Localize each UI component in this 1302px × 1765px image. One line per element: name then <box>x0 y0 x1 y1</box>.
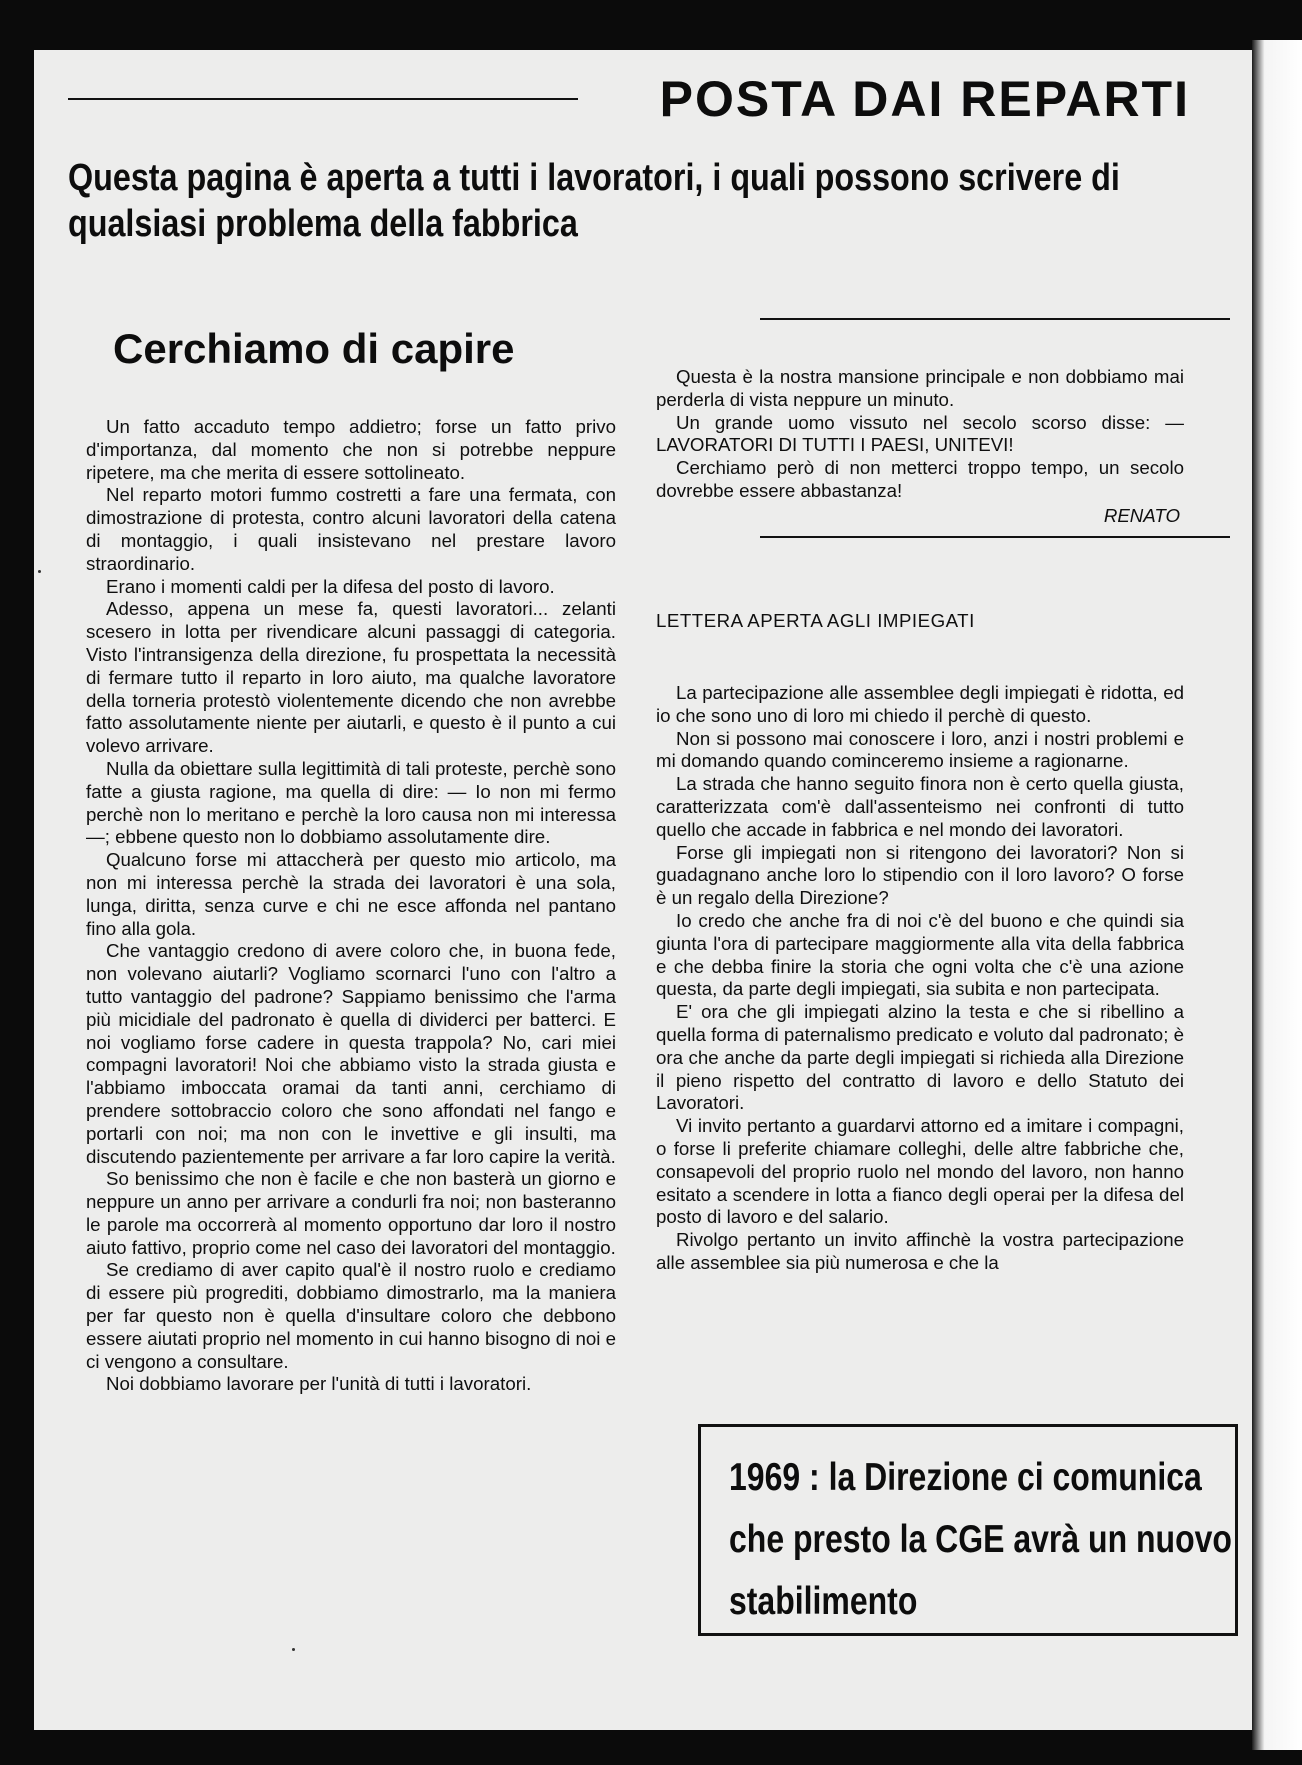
article-body <box>86 416 616 1396</box>
letter-paragraph: Vi invito pertanto a guardarvi attorno ed a imitare i compagni, o forse li preferite chiamare colleghi, delle altre fabbriche che, consapevoli del proprio ruolo nel mondo del lavoro, non hanno esitato a scendere in lotta a fianco degli operai per la difesa del posto di lavoro e del salario. <box>656 1115 1184 1228</box>
continuation-paragraph: Questa è la nostra mansione principale e non dobbiamo mai perderla di vista neppure un minuto. <box>656 366 1184 410</box>
article-paragraph: Noi dobbiamo lavorare per l'unità di tutti i lavoratori. <box>106 1373 532 1395</box>
continuation-rule-top <box>760 318 1230 320</box>
article-paragraph: Nel reparto motori fummo costretti a fare una fermata, con dimostrazione di protesta, contro alcuni lavoratori della catena di montaggio, i quali insistevano nel prestare lavoro straordinario. <box>86 484 616 574</box>
letter-paragraph: E' ora che gli impiegati alzino la testa e che si ribellino a quella forma di paternalismo predicato e voluto dal padronato; è ora che anche da parte degli impiegati si richieda alla Direzione il pieno rispetto del contratto di lavoro e dello Statuto dei Lavoratori. <box>656 1001 1184 1114</box>
article-paragraph: So benissimo che non è facile e che non basterà un giorno e neppure un anno per arrivare a condurli fra noi; non basteranno le parole ma occorrerà al momento opportuno dar loro il nostro aiuto fattivo, proprio come nel caso dei lavoratori del montaggio. <box>86 1168 616 1258</box>
letter-body <box>656 682 1184 1275</box>
article-signature: RENATO <box>1103 504 1180 526</box>
scan-speck <box>292 1648 295 1651</box>
header-rule <box>68 98 578 100</box>
letter-paragraph: La strada che hanno seguito finora non è certo quella giusta, caratterizzata com'è dall'assenteismo nei confronti di tutto quello che accade in fabbrica e nel mondo dei lavoratori. <box>656 773 1184 840</box>
continuation-rule-bottom <box>760 536 1230 538</box>
letter-paragraph: Forse gli impiegati non si ritengono dei lavoratori? Non si guadagnano anche loro lo stipendio con il loro lavoro? O forse è un regalo della Direzione? <box>656 841 1184 909</box>
scan-speck <box>38 570 41 573</box>
article-continuation <box>656 366 1184 528</box>
article-paragraph: Erano i momenti caldi per la difesa del posto di lavoro. <box>106 575 555 597</box>
continuation-paragraph: Cerchiamo però di non metterci troppo tempo, un secolo dovrebbe essere abbastanza! <box>656 457 1184 501</box>
intro-headline: Questa pagina è aperta a tutti i lavoratori, i quali possono scrivere di qualsiasi problema della fabbrica <box>68 157 1120 245</box>
page-edge-strip <box>1252 40 1302 1750</box>
letter-paragraph: Io credo che anche fra di noi c'è del buono e che quindi sia giunta l'ora di partecipare maggiormente alla vita della fabbrica e che debba finire la storia che ogni volta che c'è una azione questa, da parte degli impiegati, sia subita e non partecipata. <box>656 909 1184 1000</box>
letter-paragraph: La partecipazione alle assemblee degli impiegati è ridotta, ed io che sono uno di loro mi chiedo il perchè di questo. <box>656 682 1184 726</box>
article-paragraph: Un fatto accaduto tempo addietro; forse un fatto privo d'importanza, dal momento che non si potrebbe neppure ripetere, ma che merita di essere sottolineato. <box>86 416 616 483</box>
article-paragraph: Che vantaggio credono di avere coloro che, in buona fede, non volevano aiutarli? Vogliamo scornarci l'uno con l'altro a tutto vantaggio del padrone? Sappiamo benissimo che l'arma più micidiale del padronato è quella di dividerci per batterci. E noi vogliamo forse cadere in questa trappola? No, cari miei compagni lavoratori! Noi che abbiamo visto la strada giusta e l'abbiamo imboccata oramai da tanti anni, cerchiamo di prendere sottobraccio coloro che sono affondati nel fango e portarli con noi; ma non con le invettive e gli insulti, ma discutendo pazientemente per arrivare a far loro capire la verità. <box>86 940 616 1167</box>
letter-heading: LETTERA APERTA AGLI IMPIEGATI <box>656 610 975 631</box>
article-paragraph: Qualcuno forse mi attaccherà per questo mio articolo, ma non mi interessa perchè la strada dei lavoratori è una sola, lunga, diritta, senza curve e chi ne esce affonda nel pantano fino alla gola. <box>86 849 616 939</box>
article-paragraph: Adesso, appena un mese fa, questi lavoratori... zelanti scesero in lotta per rivendicare alcuni passaggi di categoria. Visto l'intransigenza della direzione, fu prospettata la necessità di fermare tutto il reparto in loro aiuto, ma qualche lavoratore della torneria protestò violentemente dicendo che non avrebbe fatto assolutamente niente per aiutarli, e questo è il punto a cui volevo arrivare. <box>86 598 616 757</box>
article-paragraph: Se crediamo di aver capito qual'è il nostro ruolo e crediamo di essere più progrediti, dobbiamo dimostrarlo, ma la maniera per far questo non è quella d'insultare coloro che debbono essere aiutati proprio nel momento in cui hanno bisogno di noi e ci vengono a consultare. <box>86 1259 616 1372</box>
continuation-paragraph: Un grande uomo vissuto nel secolo scorso disse: — LAVORATORI DI TUTTI I PAESI, UNITEVI! <box>656 411 1184 456</box>
announcement-box <box>698 1424 1238 1636</box>
section-title: POSTA DAI REPARTI <box>659 71 1190 127</box>
announcement-text: 1969 : la Direzione ci comunica che presto la CGE avrà un nuovo stabilimento <box>729 1456 1232 1623</box>
article-paragraph: Nulla da obiettare sulla legittimità di tali proteste, perchè sono fatte a giusta ragione, ma quella di dire: — Io non mi fermo perchè non lo meritano e perchè la loro causa non mi interessa —; ebbene questo non lo dobbiamo assolutamente dire. <box>86 757 616 848</box>
letter-paragraph: Non si possono mai conoscere i loro, anzi i nostri problemi e mi domando quando cominceremo insieme a ragionarne. <box>656 727 1184 772</box>
article-title: Cerchiamo di capire <box>113 325 515 372</box>
letter-paragraph: Rivolgo pertanto un invito affinchè la vostra partecipazione alle assemblee sia più numerosa e che la <box>656 1229 1184 1273</box>
